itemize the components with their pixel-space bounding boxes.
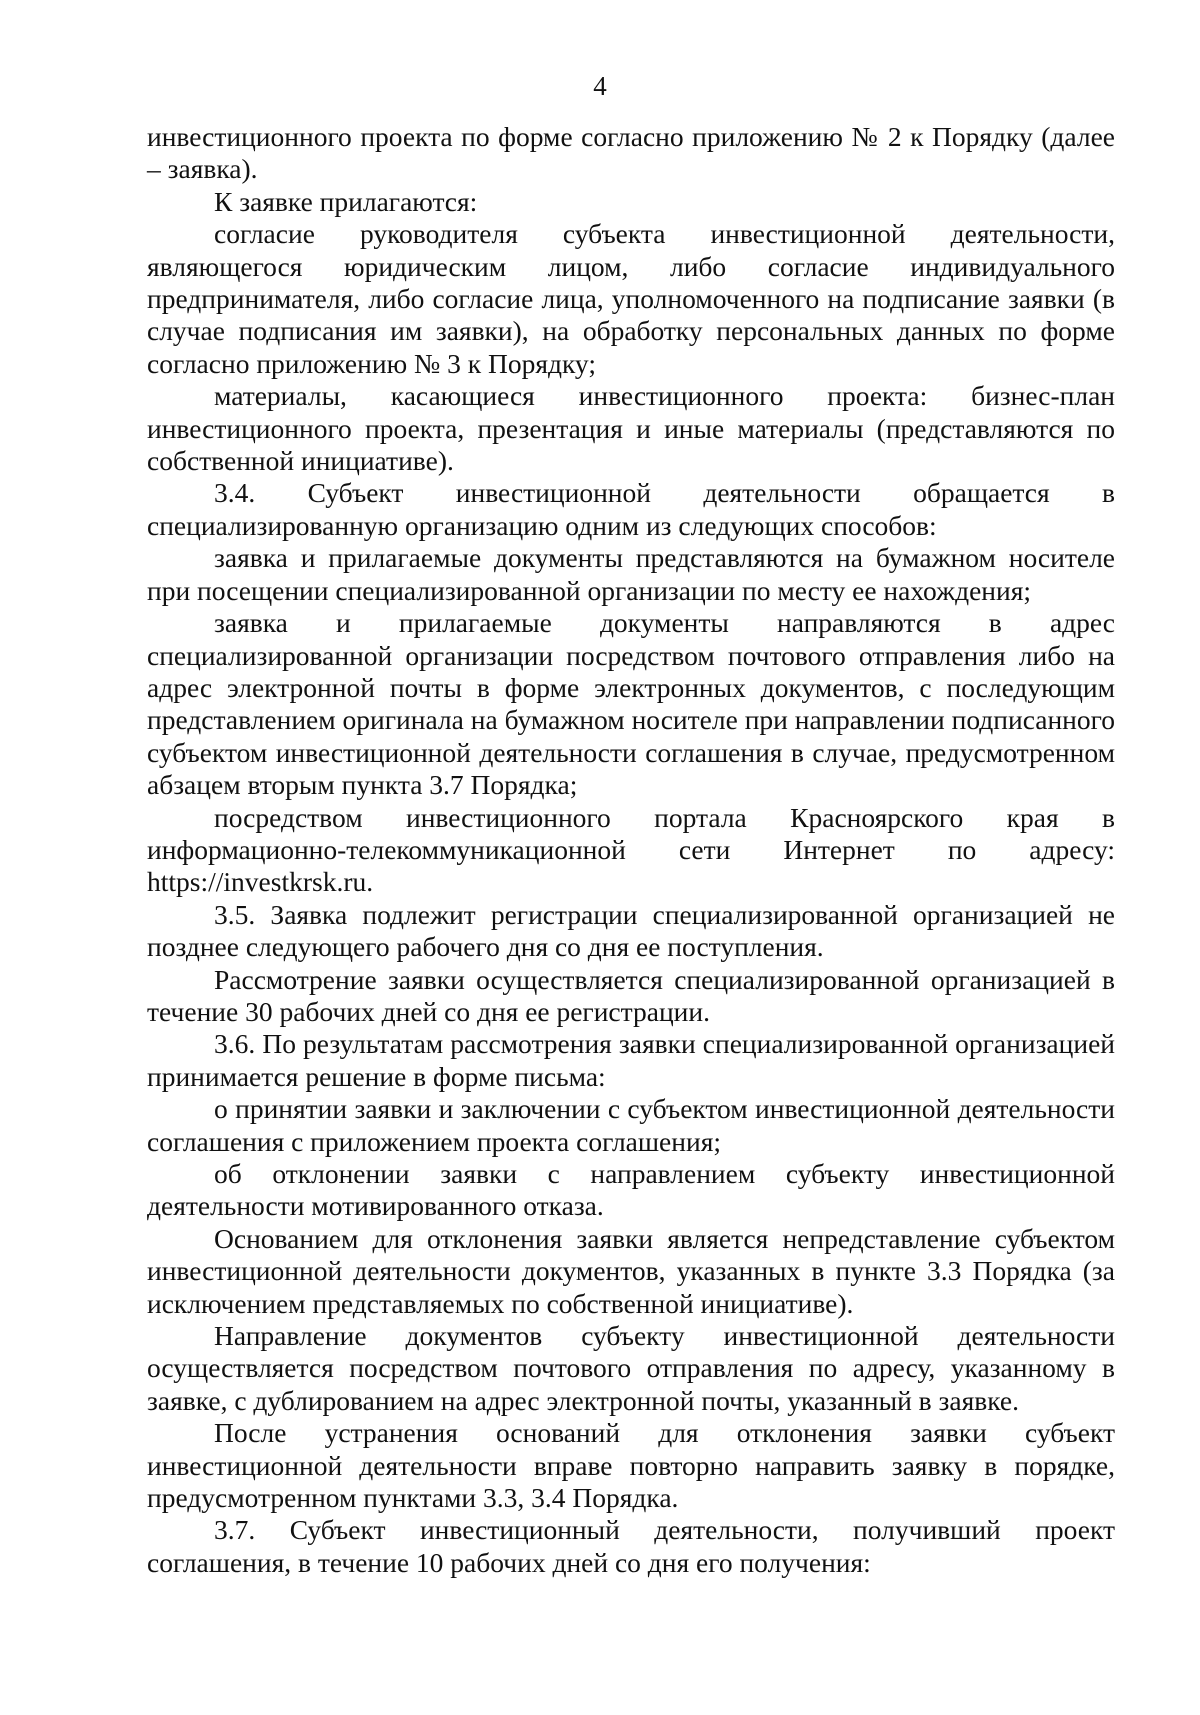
- paragraph: 3.6. По результатам рассмотрения заявки специализированной организацией принимается решение в форме письма:: [147, 1028, 1115, 1092]
- paragraph: посредством инвестиционного портала Красноярского края в информационно-телекоммуникационной сети Интернет по адресу: https://investkrsk.ru.: [147, 801, 1115, 898]
- paragraph: заявка и прилагаемые документы направляются в адрес специализированной организации посредством почтового отправления либо на адрес электронной почты в форме электронных документов, с последующим представлением оригинала на бумажном носителе при направлении подписанного субъектом инвестиционной деятельности соглашения в случае, предусмотренном абзацем вторым пункта 3.7 Порядка;: [147, 607, 1115, 801]
- paragraph: материалы, касающиеся инвестиционного проекта: бизнес-план инвестиционного проекта, презентация и иные материалы (представляются по собственной инициативе).: [147, 380, 1115, 477]
- paragraph: 3.7. Субъект инвестиционный деятельности, получивший проект соглашения, в течение 10 рабочих дней со дня его получения:: [147, 1514, 1115, 1578]
- paragraph: Основанием для отклонения заявки является непредставление субъектом инвестиционной деятельности документов, указанных в пункте 3.3 Порядка (за исключением представляемых по собственной инициативе).: [147, 1222, 1115, 1319]
- paragraph: Рассмотрение заявки осуществляется специализированной организацией в течение 30 рабочих дней со дня ее регистрации.: [147, 963, 1115, 1027]
- paragraph: инвестиционного проекта по форме согласно приложению № 2 к Порядку (далее – заявка).: [147, 121, 1115, 185]
- paragraph: Направление документов субъекту инвестиционной деятельности осуществляется посредством почтового отправления по адресу, указанному в заявке, с дублированием на адрес электронной почты, указанный в заявке.: [147, 1320, 1115, 1416]
- paragraph: После устранения оснований для отклонения заявки субъект инвестиционной деятельности вправе повторно направить заявку в порядке, предусмотренном пунктами 3.3, 3.4 Порядка.: [147, 1417, 1115, 1514]
- paragraph: об отклонении заявки с направлением субъекту инвестиционной деятельности мотивированного отказа.: [147, 1158, 1115, 1222]
- paragraph: согласие руководителя субъекта инвестиционной деятельности, являющегося юридическим лицом, либо согласие индивидуального предпринимателя, либо согласие лица, уполномоченного на подписание заявки (в случае подписания им заявки), на обработку персональных данных по форме согласно приложению № 3 к Порядку;: [147, 218, 1115, 379]
- paragraph: 3.5. Заявка подлежит регистрации специализированной организацией не позднее следующего рабочего дня со дня ее поступления.: [147, 898, 1115, 963]
- paragraph: К заявке прилагаются:: [214, 185, 478, 217]
- document-body: [147, 121, 1115, 1579]
- paragraph: о принятии заявки и заключении с субъектом инвестиционной деятельности соглашения с приложением проекта соглашения;: [147, 1093, 1115, 1157]
- paragraph: заявка и прилагаемые документы представляются на бумажном носителе при посещении специализированной организации по месту ее нахождения;: [147, 542, 1115, 606]
- page-number: 4: [593, 71, 607, 101]
- paragraph: 3.4. Субъект инвестиционной деятельности обращается в специализированную организацию одним из следующих способов:: [147, 477, 1115, 541]
